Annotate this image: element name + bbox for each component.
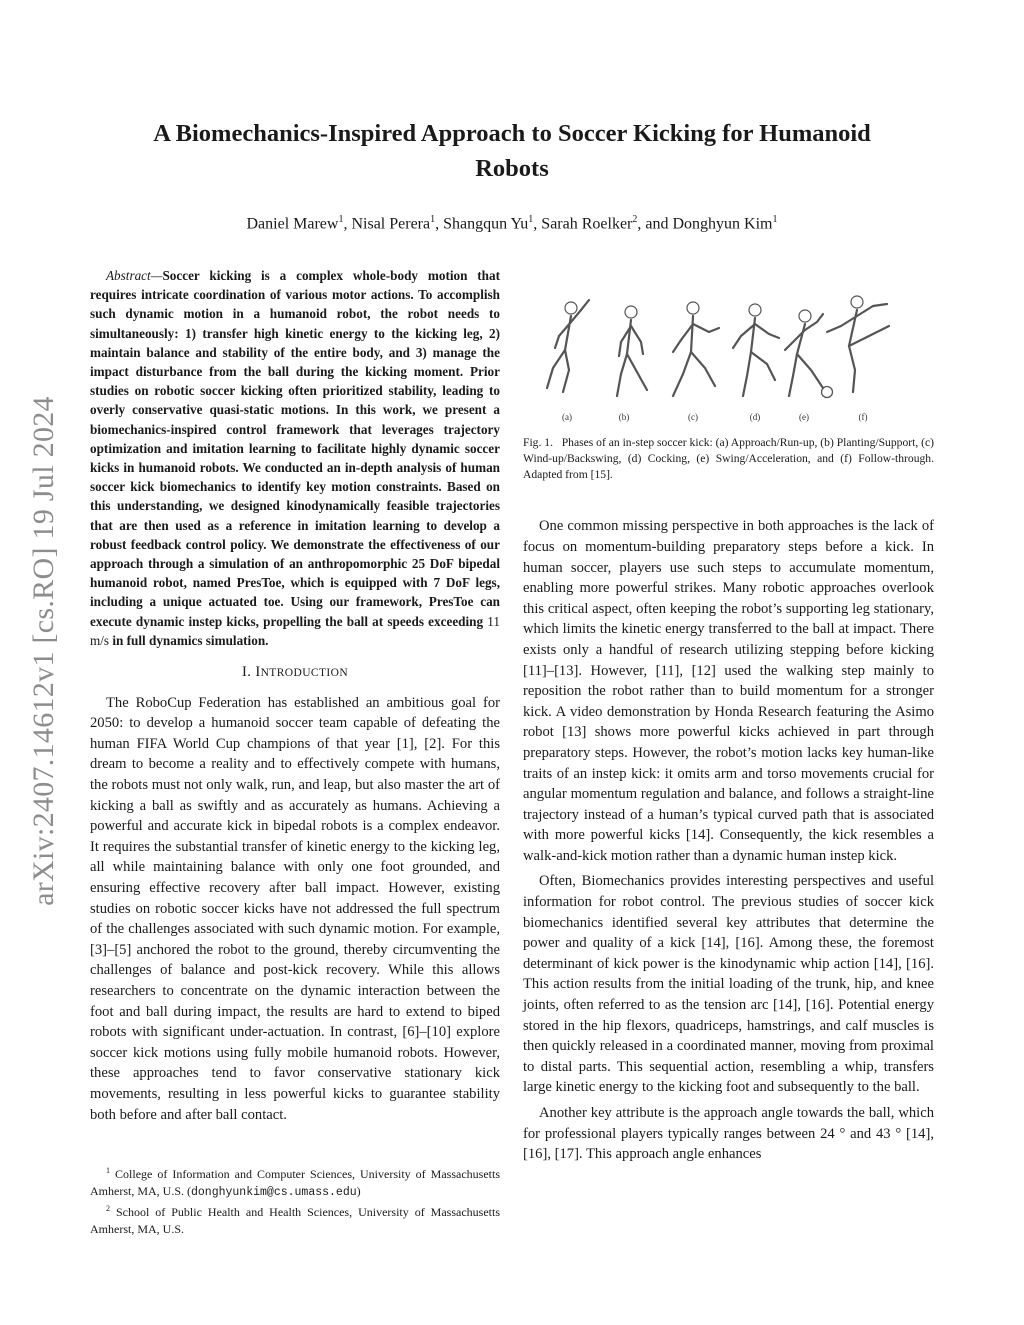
footnotes: [90, 1163, 500, 1237]
figure-head: [749, 304, 761, 316]
figure-limb: [617, 354, 627, 396]
speed-value: 11 m/s: [90, 613, 500, 648]
intro-paragraph: Another key attribute is the approach angle towards the ball, which for professional players typically ranges between 24 ° and 43 ° [14], [16], [17]. This approach angle enhances: [523, 1105, 934, 1163]
panel-label: (b): [618, 412, 630, 422]
panel-label: (d): [749, 412, 761, 422]
panel-label: (f): [858, 412, 868, 422]
figure-head: [687, 302, 699, 314]
affiliation-mark: 1: [430, 214, 436, 225]
affiliation-mark: 1: [338, 214, 344, 225]
figure-limb: [673, 352, 691, 396]
footnote-mark: 1: [106, 1166, 110, 1175]
paper-title: A Biomechanics-Inspired Approach to Soccer Kicking for Humanoid Robots: [153, 120, 871, 182]
panel-label: (a): [562, 412, 572, 422]
section-heading-introduction: [90, 662, 500, 684]
footnote: [90, 1163, 500, 1201]
intro-paragraph: The RoboCup Federation has established an ambitious goal for 2050: to develop a humanoid soccer team capable of defeating the human FIFA World Cup champions of that year [1], [2]. For this dream to become a reality and to effectively compete with humans, the robots must not only walk, run, and leap, but also master the art of kicking a ball as swiftly and as accurately as humans. Achieving a powerful and accurate kick in bipedal robots is a complex endeavor. It requires the substantial transfer of kinetic energy to the kicking leg, all while maintaining balance with only one foot grounded, and ensuring effective recovery after ball impact. However, existing studies on robotic soccer kicks have not addressed the full spectrum of the challenges associated with such dynamic motion. For example, [3]–[5] anchored the robot to the ground, thereby circumventing the challenges of balance and post-kick recovery. While this allows researchers to concentrate on the dynamic interaction between the foot and ball during impact, the results are hard to extend to biped robots with significant under-actuation. In contrast, [6]–[10] explore soccer kick motions using fully mobile humanoid robots. However, these approaches tend to favor conservative stationary kick movements, resulting in less powerful kicks to guarantee stability both before and after ball contact.: [90, 694, 500, 1123]
footnote-text-end: ): [356, 1183, 361, 1198]
figure-caption-label: Fig. 1.: [523, 436, 553, 449]
figure-limb: [743, 352, 751, 396]
figure-limb: [565, 316, 571, 350]
author-name: Daniel Marew: [246, 215, 339, 233]
intro-paragraph: Often, Biomechanics provides interesting perspectives and useful information for robot control. The previous studies of soccer kick biomechanics identified several key attributes that determine the power and quality of a kick [14], [16]. Among these, the foremost determinant of kick power is the kinodynamic whip action [14], [16]. This action results from the initial loading of the trunk, hip, and knee joints, often referred to as the tension arc [14], [16]. Potential energy stored in the hip flexors, quadriceps, hamstrings, and calf muscles is then quickly released in a coordinated manner, moving from proximal to distal parts. This sequential action, resembling a whip, transfers large kinetic energy to the kicking foot and subsequently to the ball.: [523, 873, 934, 1096]
figure-limb: [627, 354, 647, 390]
arxiv-id-text: arXiv:2407.14612v1 [cs.RO] 19 Jul 2024: [27, 396, 60, 906]
abstract-text: Soccer kicking is a complex whole-body motion that requires intricate coordination of various motor actions. To accomplish such dynamic motion in a humanoid robot, the robot needs to simultaneously: 1) transfer high kinetic energy to the kicking leg, 2) maintain balance and stability of the entire body, and 3) manage the impact disturbance from the ball during the kicking moment. Prior studies on robotic soccer kicking often prioritized stability, leading to overly conservative quasi-static motions. In this work, we present a biomechanics-inspired control framework that leverages trajectory optimization and imitation learning to facilitate highly dynamic soccer kicks in humanoid robots. We conducted an in-depth analysis of human soccer kick biomechanics to identify key motion constraints. Based on this understanding, we designed kinodynamically feasible trajectories that are then used as a reference in imitation learning to develop a robust feedback control policy. We demonstrate the effectiveness of our approach through a simulation of an anthropomorphic 25 DoF bipedal humanoid robot, named PresToe, which is equipped with 7 DoF legs, including a unique actuated toe. Using our framework, PresToe can execute dynamic instep kicks, propelling the ball at speeds exceeding: [90, 268, 500, 629]
figure-head: [565, 302, 577, 314]
abstract: Abstract—Soccer kicking is a complex whole-body motion that requires intricate coordination of various motor actions. To accomplish such dynamic motion in a humanoid robot, the robot needs to simultaneously: 1) transfer high kinetic energy to the kicking leg, 2) maintain balance and stability of the entire body, and 3) manage the impact disturbance from the ball during the kicking moment. Prior studies on robotic soccer kicking often prioritized stability, leading to overly conservative quasi-static motions. In this work, we present a biomechanics-inspired control framework that leverages trajectory optimization and imitation learning to facilitate highly dynamic soccer kicks in humanoid robots. We conducted an in-depth analysis of human soccer kick biomechanics to identify key motion constraints. Based on this understanding, we designed kinodynamically feasible trajectories that are then used as a reference in imitation learning to develop a robust feedback control policy. We demonstrate the effectiveness of our approach through a simulation of an anthropomorphic 25 DoF bipedal humanoid robot, named PresToe, which is equipped with 7 DoF legs, including a unique actuated toe. Using our framework, PresToe can execute dynamic instep kicks, propelling the ball at speeds exceeding 11 m/s in full dynamics simulation.: [90, 268, 500, 648]
footnote-email[interactable]: donghyunkim@cs.umass.edu: [191, 1185, 357, 1199]
affiliation-mark: 1: [772, 214, 778, 225]
figure-limb: [849, 310, 857, 346]
section-number: I.: [241, 664, 252, 681]
figure-kick-phases: [523, 292, 934, 426]
figure-limb: [849, 346, 855, 392]
figure-limb: [563, 350, 569, 392]
footnote-text: College of Information and Computer Sciences, University of Massachusetts Amherst, MA, U.S. (: [90, 1167, 501, 1198]
author-name: Shangqun Yu: [443, 215, 529, 233]
figure-limb: [673, 324, 693, 352]
figure-caption-text: Phases of an in-step soccer kick: (a) Approach/Run-up, (b) Planting/Support, (c) Wind-up/Backswing, (d) Cocking, (e) Swing/Acceleration, and (f) Follow-through. Adapted from [15].: [523, 436, 934, 481]
intro-paragraph: One common missing perspective in both approaches is the lack of focus on momentum-building preparatory steps before a kick. In human soccer, players use such steps to accumulate momentum, enabling more powerful strikes. Many robotic approaches overlook this critical aspect, often keeping the robot’s supporting leg stationary, which limits the kinetic energy transferred to the ball at impact. There exists only a handful of research utilizing stepping before kicking [11]–[13]. However, [11], [12] used the walking step mainly to reposition the robot rather than to build momentum for a stronger kick. A video demonstration by Honda Research featuring the Asimo robot [13] shows more powerful kicks achieved in part through preparatory steps. However, the robot’s motion lacks key human-like traits of an instep kick: it omits arm and torso movements crucial for angular momentum regulation and balance, and follows a straight-line trajectory instead of a human’s typical curved path that is associated with more powerful kicks [14]. Consequently, the kick resembles a walk-and-kick motion rather than a dynamic human instep kick.: [523, 518, 934, 864]
panel-label: (e): [799, 412, 809, 422]
figure-limb: [755, 324, 779, 338]
figure-limb: [693, 324, 719, 332]
figure-limb: [631, 326, 643, 354]
figure-limb: [751, 352, 775, 380]
figure-limb: [785, 330, 805, 350]
intro-continued: [523, 516, 934, 1164]
left-column: [90, 266, 500, 1125]
footnote-mark: 2: [106, 1204, 110, 1213]
abstract-heading: Abstract: [106, 268, 151, 283]
figure-limb: [691, 316, 693, 352]
kick-phase-illustration: [523, 292, 934, 426]
figure-limb: [849, 326, 889, 346]
author-list: Daniel Marew$^1$, Nisal Perera$^1$, Shangqun Yu$^1$, Sarah Roelker$^2$, and Donghyun Kim$^1$: [246, 214, 778, 233]
figure-head: [625, 306, 637, 318]
footnote: [90, 1201, 500, 1237]
affiliation-mark: 2: [632, 214, 638, 225]
panel-label: (c): [688, 412, 698, 422]
figure-limb: [797, 354, 823, 388]
figure-limb: [789, 354, 797, 396]
author-name: Nisal Perera: [351, 215, 431, 233]
affiliation-mark: 1: [528, 214, 534, 225]
figure-head: [851, 296, 863, 308]
abstract-text-end: in full dynamics simulation.: [112, 632, 269, 648]
author-name: Sarah Roelker: [541, 215, 633, 233]
footnote-text: School of Public Health and Health Sciences, University of Massachusetts Amherst, MA, U.S.: [90, 1205, 501, 1236]
right-column: [523, 292, 934, 1165]
soccer-ball: [822, 387, 833, 398]
figure-limb: [691, 352, 715, 386]
figure-head: [799, 310, 811, 322]
author-name: Donghyun Kim: [672, 215, 773, 233]
figure-limb: [797, 324, 805, 354]
figure-limb: [547, 350, 565, 388]
figure-caption: [523, 435, 934, 482]
section-title-rest: NTRODUCTION: [260, 667, 349, 680]
authors-conjunction: and: [645, 215, 669, 233]
section-title-initial: I: [255, 664, 261, 681]
